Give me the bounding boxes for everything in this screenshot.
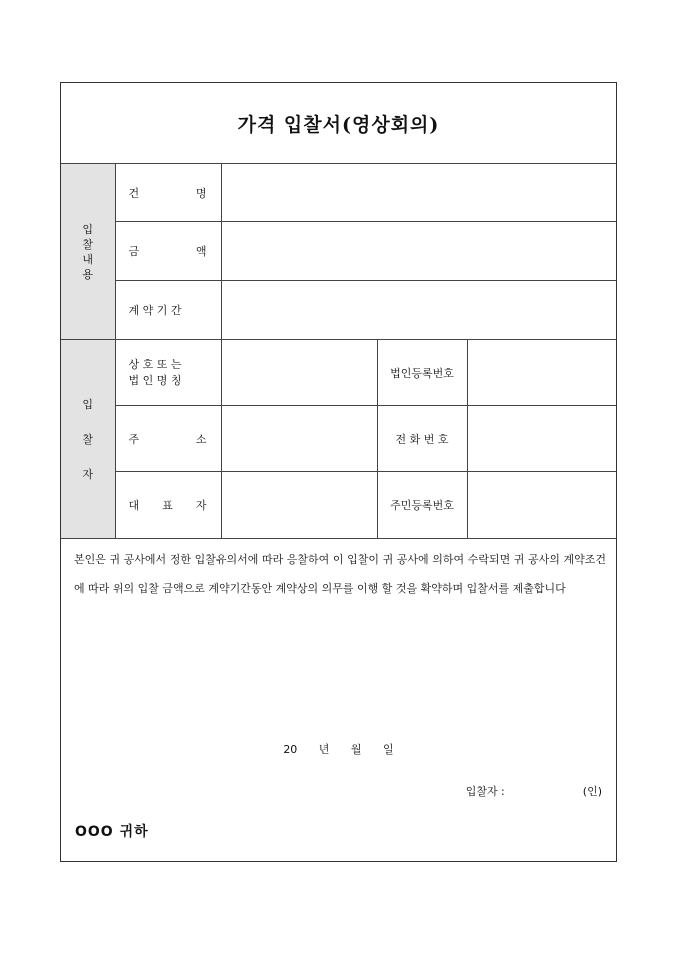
company-name-label: 상 호 또 는 법 인 명 칭	[115, 340, 221, 406]
phone-number-label: 전 화 번 호	[377, 406, 467, 472]
resident-reg-number-field[interactable]	[467, 472, 616, 539]
seal-mark: (인)	[582, 785, 602, 798]
bidder-sign-label: 입찰자 :	[465, 785, 505, 798]
resident-reg-number-label: 주민등록번호	[377, 472, 467, 539]
bidder-table	[61, 339, 616, 539]
project-name-label: 건 명	[115, 164, 221, 222]
project-name-field[interactable]	[221, 164, 616, 222]
declaration-text: 본인은 귀 공사에서 정한 입찰유의서에 따라 응찰하여 이 입찰이 귀 공사에 의하여 수락되면 귀 공사의 계약조건에 따라 위의 입찰 금액으로 계약기간동안 계약상의 의무를 이행 할 것을 확약하며 입찰서를 제출합니다	[74, 553, 606, 595]
amount-label: 금 액	[115, 222, 221, 281]
phone-number-field[interactable]	[467, 406, 616, 472]
bid-content-table	[61, 163, 616, 340]
bid-content-group-label: 입 찰 내 용	[61, 164, 115, 340]
corp-reg-number-label: 법인등록번호	[377, 340, 467, 406]
form-title: 가격 입찰서(영상회의)	[237, 113, 440, 136]
contract-period-label: 계 약 기 간	[115, 281, 221, 340]
address-field[interactable]	[221, 406, 377, 472]
bidder-signature-line	[466, 783, 602, 799]
amount-field[interactable]	[221, 222, 616, 281]
bid-form	[60, 82, 617, 862]
contract-period-field[interactable]	[221, 281, 616, 340]
representative-label: 대 표 자	[115, 472, 221, 539]
date-line: 20 년 월 일	[283, 743, 394, 756]
address-label: 주 소	[115, 406, 221, 472]
addressee: OOO 귀하	[75, 824, 149, 840]
corp-reg-number-field[interactable]	[467, 340, 616, 406]
bidder-group-label: 입 찰 자	[61, 340, 115, 539]
title-row	[61, 83, 616, 164]
company-name-field[interactable]	[221, 340, 377, 406]
representative-field[interactable]	[221, 472, 377, 539]
